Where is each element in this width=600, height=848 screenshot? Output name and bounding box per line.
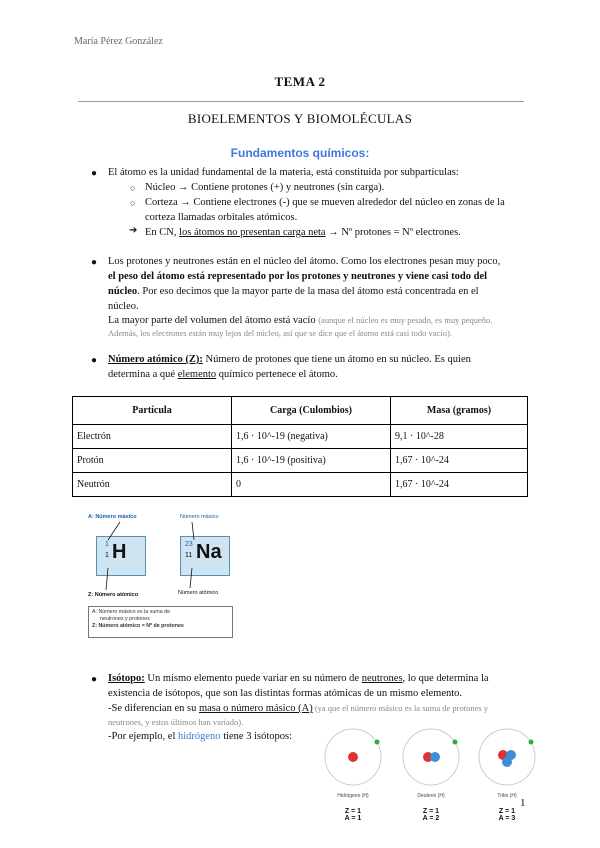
table-cell: 1,67 · 10^-24 xyxy=(391,449,528,473)
bullet-icon: ● xyxy=(91,168,98,179)
legend-line: A: Número másico es la suma de xyxy=(92,609,171,615)
mass-number-label: A: Número másico xyxy=(88,514,137,520)
protons-line-4: núcleo. xyxy=(108,301,139,312)
volume-line: La mayor parte del volumen del átomo está vacío (aunque el núcleo es muy pesado, es muy pequeño. xyxy=(108,315,493,326)
document-title: BIOELEMENTOS Y BIOMOLÉCULAS xyxy=(187,111,413,126)
isotope-z: Z = 1 xyxy=(498,808,516,815)
table-cell: 1,67 · 10^-24 xyxy=(391,473,528,497)
isotope-name: Hidrógeno (H) xyxy=(337,793,369,799)
atom-icon xyxy=(396,726,466,788)
table-cell: 9,1 · 10^-28 xyxy=(391,425,528,449)
table-cell: 1,6 · 10^-19 (positiva) xyxy=(232,449,391,473)
tema-heading: TEMA 2 xyxy=(274,74,326,89)
corteza-line-1: Corteza → Contiene electrones (-) que se mueven alrededor del núcleo en zonas de la xyxy=(145,197,505,208)
h-atomic-number: 1 xyxy=(105,552,109,559)
page-number: 1 xyxy=(520,797,526,809)
author-header: María Pérez González xyxy=(74,36,163,47)
isotope-example: -Por ejemplo, el hidrógeno tiene 3 isótopos: xyxy=(108,731,293,742)
table-header-row xyxy=(73,397,528,425)
numero-atomico-line-1: Número atómico (Z): Número de protones que tiene un átomo en su núcleo. Es quien xyxy=(108,354,471,365)
protons-line-1: Los protones y neutrones están en el núcleo del átomo. Como los electrones pesan muy poco, xyxy=(108,256,501,267)
table-row xyxy=(73,473,528,497)
legend-line: Z: Número atómico = Nº de protones xyxy=(92,623,184,629)
h-mass-number: 1 xyxy=(105,541,109,548)
isotope-name: Tritio (H) xyxy=(497,793,517,799)
circle-bullet-icon: ○ xyxy=(130,183,136,193)
table-row xyxy=(73,425,528,449)
title-divider xyxy=(78,101,524,102)
atom-icon xyxy=(472,726,542,788)
atomic-number-label: Z: Número atómico xyxy=(88,592,139,598)
tritium-atom-image xyxy=(472,726,542,826)
figure-legend xyxy=(88,606,233,638)
isotope-z: Z = 1 xyxy=(422,808,440,815)
table-row xyxy=(73,449,528,473)
table-header: Partícula xyxy=(73,397,232,425)
isotope-a: A = 1 xyxy=(344,815,362,822)
volume-note: Además, los electrones están muy lejos del núcleo, así que se dice que el átomo está casi todo vacío). xyxy=(108,328,452,338)
isotope-line-3: -Se diferencian en su masa o número másico (A) (ya que el número másico es la suma de protones y xyxy=(108,703,489,714)
isotope-a: A = 2 xyxy=(422,815,440,822)
cn-line: En CN, los átomos no presentan carga neta → Nº protones = Nº electrones. xyxy=(145,227,461,238)
h-symbol: H xyxy=(112,541,127,563)
numero-atomico-line-2: determina a qué elemento químico pertenece el átomo. xyxy=(108,369,338,380)
bullet-icon: ● xyxy=(91,674,98,685)
corteza-line-2: corteza llamadas orbitales atómicos. xyxy=(145,212,298,223)
isotope-line-2: existencia de isótopos, que son las distintas formas atómicas de un mismo elemento. xyxy=(108,688,463,699)
na-atomic-number: 11 xyxy=(185,552,193,559)
table-cell: Electrón xyxy=(73,425,232,449)
section-heading: Fundamentos químicos: xyxy=(230,146,370,160)
na-mass-number: 23 xyxy=(185,541,193,548)
mass-number-label-2: Número másico xyxy=(180,514,219,520)
bullet-icon: ● xyxy=(91,355,98,366)
isotope-line-1: Isótopo: Un mismo elemento puede variar en su número de neutrones, lo que determina la xyxy=(108,673,489,684)
legend-line: neutrones y protones xyxy=(100,616,150,622)
particle-table xyxy=(72,396,528,497)
isotope-z: Z = 1 xyxy=(344,808,362,815)
deuterium-atom-image xyxy=(396,726,466,826)
nucleo-line: Núcleo → Contiene protones (+) y neutrones (sin carga). xyxy=(145,182,385,193)
protium-atom-image xyxy=(318,726,388,826)
atom-icon xyxy=(318,726,388,788)
atomic-number-figure xyxy=(84,510,234,642)
bullet-icon: ● xyxy=(91,257,98,268)
table-cell: Neutrón xyxy=(73,473,232,497)
protons-line-3: núcleo. Por eso decimos que la mayor parte de la masa del átomo está concentrada en el xyxy=(108,286,479,297)
isotope-note: neutrones, y estos últimos han variado). xyxy=(108,717,244,727)
table-header: Masa (gramos) xyxy=(391,397,528,425)
arrow-bullet-icon: ➔ xyxy=(129,225,138,236)
isotope-a: A = 3 xyxy=(498,815,516,822)
table-header: Carga (Culombios) xyxy=(232,397,391,425)
table-cell: Protón xyxy=(73,449,232,473)
isotope-name: Deuterio (H) xyxy=(417,793,445,799)
circle-bullet-icon: ○ xyxy=(130,198,136,208)
atom-intro: El átomo es la unidad fundamental de la materia, está constituida por subpartículas: xyxy=(108,167,459,178)
protons-line-2: el peso del átomo está representado por los protones y neutrones y viene casi todo del xyxy=(108,271,488,282)
atomic-number-label-2: Número atómico xyxy=(178,590,219,596)
table-cell: 0 xyxy=(232,473,391,497)
table-cell: 1,6 · 10^-19 (negativa) xyxy=(232,425,391,449)
na-symbol: Na xyxy=(196,541,222,563)
